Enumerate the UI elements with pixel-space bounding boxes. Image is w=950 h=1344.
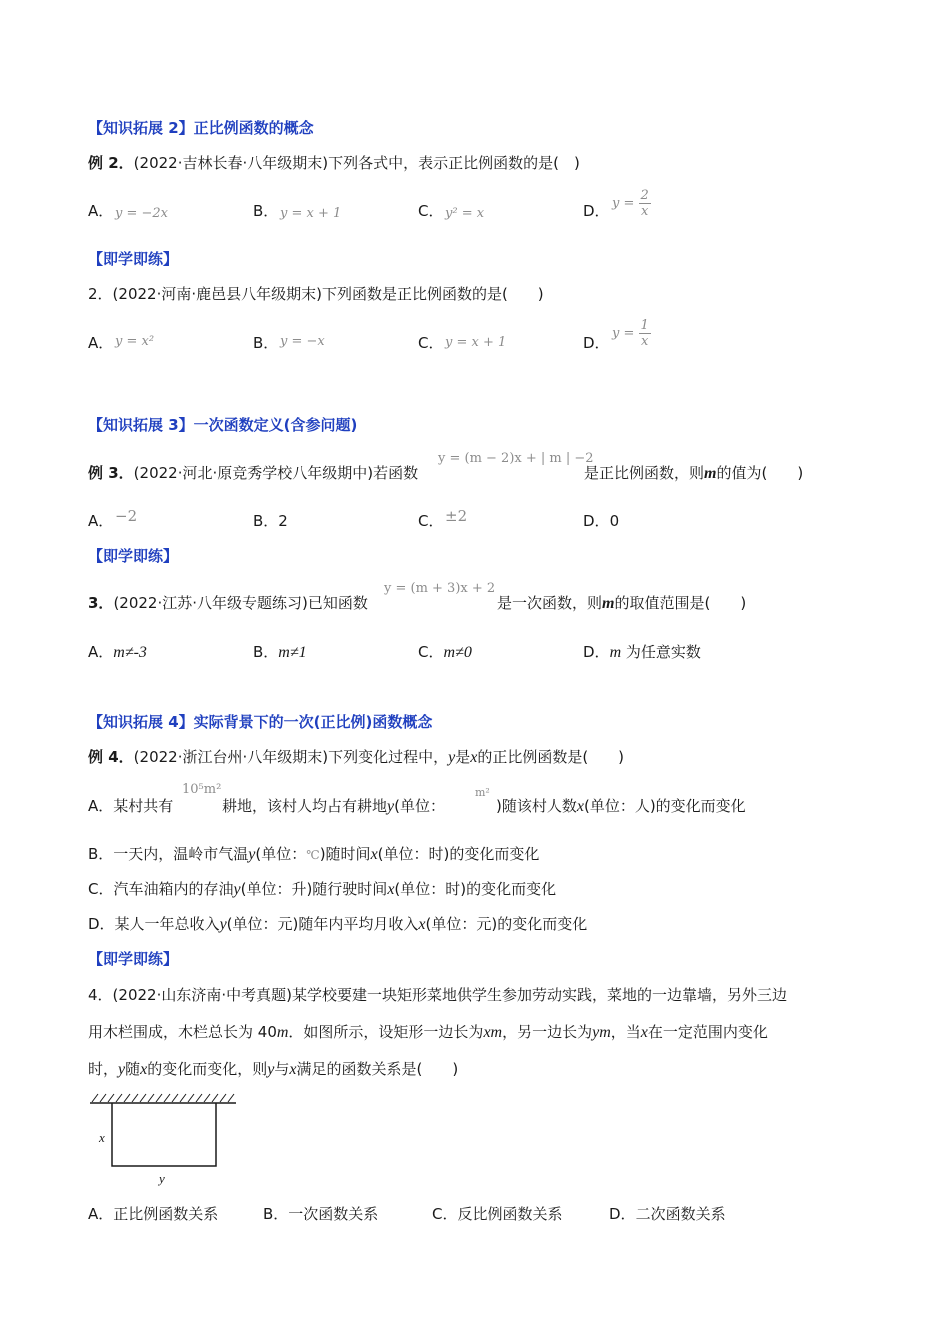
practice-3-option-b: B．m≠1 xyxy=(253,643,307,661)
example-4-option-a-area: 10⁵m² xyxy=(182,782,222,797)
example-3-question: 例 3．(2022·河北·原竞秀学校八年级期中)若函数 xyxy=(88,464,419,482)
example-3-option-a-formula: −2 xyxy=(115,507,138,525)
practice-3-option-d: D．m 为任意实数 xyxy=(583,643,701,661)
example-3-option-b: B．2 xyxy=(253,512,288,530)
practice-4-option-a: A．正比例函数关系 xyxy=(88,1205,219,1223)
example-3-formula: y = (m − 2)x + | m | −2 xyxy=(438,451,594,466)
practice-3-question-tail: 是一次函数，则m的取值范围是( ) xyxy=(497,594,747,612)
example-label: 例 2． xyxy=(88,154,134,172)
fence-rectangle xyxy=(112,1103,216,1166)
section-heading-3: 【知识拓展 3】一次函数定义(含参问题) xyxy=(88,416,358,434)
option-b: B． xyxy=(253,202,279,220)
example-4-option-a-unit: m² xyxy=(475,786,490,799)
diagram-label-x: x xyxy=(99,1130,105,1145)
wall-hatching xyxy=(92,1094,234,1102)
practice-4-option-d: D．二次函数关系 xyxy=(609,1205,726,1223)
option-c-formula: y² = x xyxy=(445,206,485,221)
diagram-label-y: y xyxy=(159,1171,165,1186)
practice-2-option-c: C． xyxy=(418,334,444,352)
section-heading-2: 【知识拓展 2】正比例函数的概念 xyxy=(88,119,314,137)
example-3-option-a: A． xyxy=(88,512,114,530)
practice-3-option-c: C．m≠0 xyxy=(418,643,472,661)
example-4-option-b: B．一天内，温岭市气温y(单位：℃)随时间x(单位：时)的变化而变化 xyxy=(88,845,540,863)
practice-3-option-a: A．m≠-3 xyxy=(88,643,147,661)
example-3-option-c: C． xyxy=(418,512,444,530)
option-c: C． xyxy=(418,202,444,220)
garden-diagram xyxy=(86,1092,246,1188)
practice-4-option-b: B．一次函数关系 xyxy=(263,1205,379,1223)
option-d: D． xyxy=(583,202,610,220)
example-4-option-a-text: 耕地，该村人均占有耕地y(单位： xyxy=(222,797,445,815)
practice-3-question: 3．(2022·江苏·八年级专题练习)已知函数 xyxy=(88,594,368,612)
example-4-option-c: C．汽车油箱内的存油y(单位：升)随行驶时间x(单位：时)的变化而变化 xyxy=(88,880,557,898)
example-4-option-a: A．某村共有 xyxy=(88,797,174,815)
practice-2-option-c-formula: y = x + 1 xyxy=(445,335,507,350)
practice-2-option-a: A． xyxy=(88,334,114,352)
practice-4-option-c: C．反比例函数关系 xyxy=(432,1205,563,1223)
question-text: (2022·吉林长春·八年级期末)下列各式中，表示正比例函数的是( ) xyxy=(133,154,580,172)
option-d-formula: y = $\frac{2}{x}$ xyxy=(612,188,649,219)
practice-heading-2: 【即学即练】 xyxy=(88,250,179,268)
practice-4-line-1: 4．(2022·山东济南·中考真题)某学校要建一块矩形菜地供学生参加劳动实践，菜地的一边靠墙，另外三边 xyxy=(88,986,787,1004)
practice-4-line-2: 用木栏围成，木栏总长为 40m．如图所示，设矩形一边长为xm，另一边长为ym，当x在一定范围内变化 xyxy=(88,1023,768,1041)
example-3-option-d: D．0 xyxy=(583,512,620,530)
option-b-formula: y = x + 1 xyxy=(280,206,342,221)
example-3-option-c-formula: ±2 xyxy=(445,507,468,525)
practice-2-option-d: D． xyxy=(583,334,610,352)
practice-2-option-b-formula: y = −x xyxy=(280,334,325,349)
option-a: A． xyxy=(88,202,114,220)
practice-4-line-3: 时，y随x的变化而变化，则y与x满足的函数关系是( ) xyxy=(88,1060,459,1078)
practice-heading-4: 【即学即练】 xyxy=(88,950,179,968)
practice-2-option-d-formula: y = $\frac{1}{x}$ xyxy=(612,318,649,349)
practice-heading-3: 【即学即练】 xyxy=(88,547,179,565)
section-heading-4: 【知识拓展 4】实际背景下的一次(正比例)函数概念 xyxy=(88,713,433,731)
example-3-question-tail: 是正比例函数，则m的值为( ) xyxy=(584,464,804,482)
example-4-option-d: D．某人一年总收入y(单位：元)随年内平均月收入x(单位：元)的变化而变化 xyxy=(88,915,588,933)
example-2-question xyxy=(88,152,580,173)
option-a-formula: y = −2x xyxy=(115,206,168,221)
example-4-question: 例 4．(2022·浙江台州·八年级期末)下列变化过程中，y是x的正比例函数是( ) xyxy=(88,748,625,766)
practice-2-option-b: B． xyxy=(253,334,279,352)
practice-2-question: 2．(2022·河南·鹿邑县八年级期末)下列函数是正比例函数的是( ) xyxy=(88,285,544,303)
practice-3-formula: y = (m + 3)x + 2 xyxy=(384,581,496,596)
example-4-option-a-tail: )随该村人数x(单位：人)的变化而变化 xyxy=(496,797,746,815)
practice-2-option-a-formula: y = x² xyxy=(115,334,155,349)
